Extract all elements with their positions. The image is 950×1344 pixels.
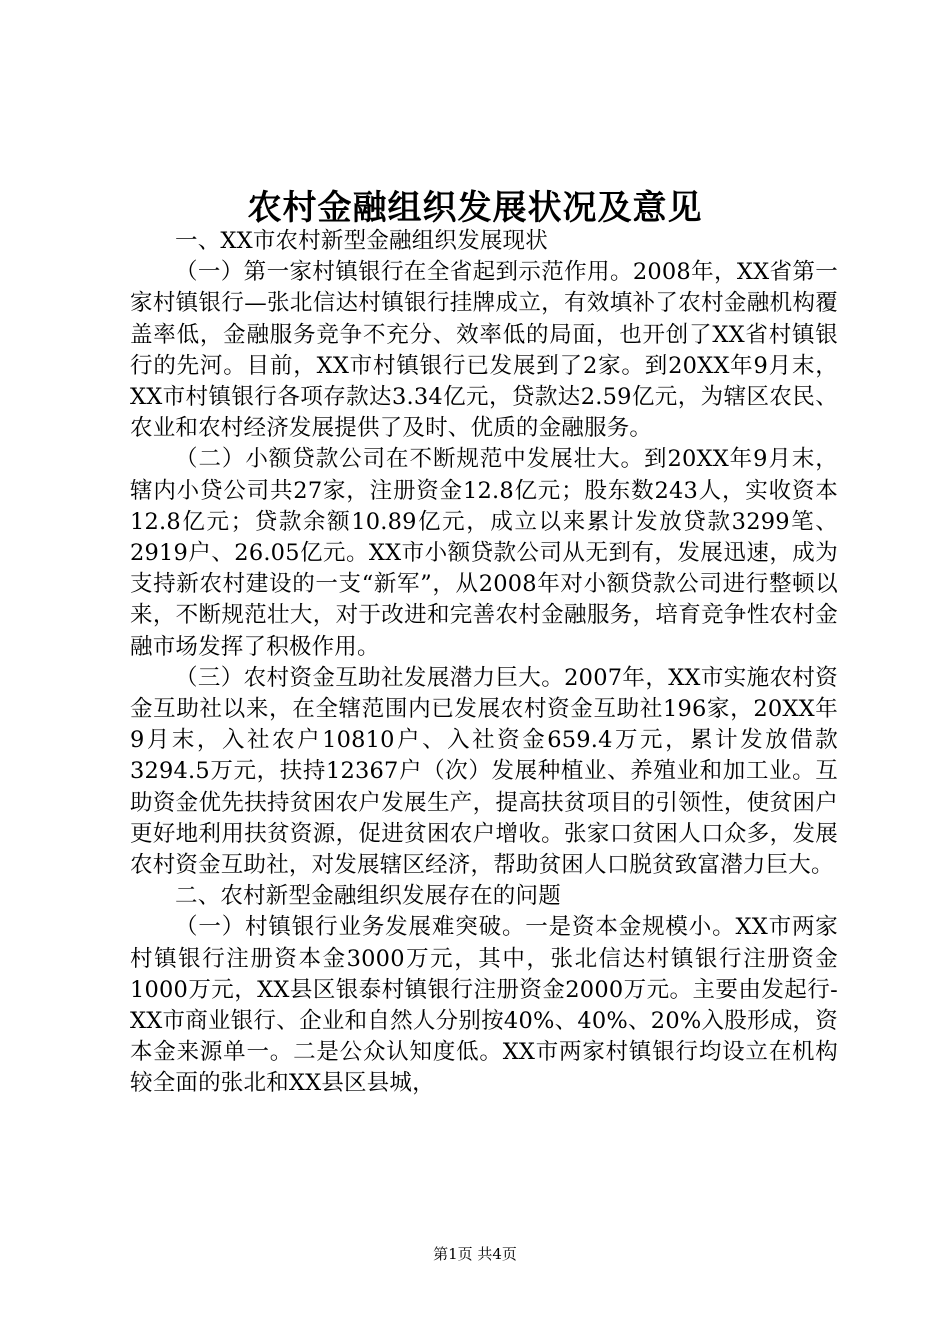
section-heading-1: 一、XX市农村新型金融组织发展现状: [175, 228, 548, 254]
paragraph-3: （三）农村资金互助社发展潜力巨大。2007年，XX市实施农村资金互助社以来，在全辖范围内已发展农村资金互助社196家，20XX年9月末，入社农户10810户、入社资金659.4万元，累计发放借款3294.5万元，扶持12367户（次）发展种植业、养殖业和加工业。互助资金优先扶持贫困农户发展生产，提高扶贫项目的引领性，使贫困户更好地利用扶贫资源，促进贫困农户增收。张家口贫困人口众多，发展农村资金互助社，对发展辖区经济，帮助贫困人口脱贫致富潜力巨大。: [130, 664, 838, 879]
page-footer: 第1页 共4页: [433, 1245, 517, 1263]
document-body: [130, 226, 838, 1100]
paragraph-4: （一）村镇银行业务发展难突破。一是资本金规模小。XX市两家村镇银行注册资本金3000万元，其中，张北信达村镇银行注册资金1000万元，XX县区银泰村镇银行注册资金2000万元。主要由发起行-XX市商业银行、企业和自然人分别按40%、40%、20%入股形成，资本金来源单一。二是公众认知度低。XX市两家村镇银行均设立在机构较全面的张北和XX县区县城，: [130, 914, 838, 1097]
section-heading-2: 二、农村新型金融组织发展存在的问题: [175, 883, 561, 910]
paragraph-2: （二）小额贷款公司在不断规范中发展壮大。到20XX年9月末，辖内小贷公司共27家，注册资金12.8亿元；股东数243人，实收资本12.8亿元；贷款余额10.89亿元，成立以来累计发放贷款3299笔、2919户、26.05亿元。XX市小额贷款公司从无到有，发展迅速，成为支持新农村建设的一支“新军”，从2008年对小额贷款公司进行整顿以来，不断规范壮大，对于改进和完善农村金融服务，培育竞争性农村金融市场发挥了积极作用。: [130, 446, 838, 660]
document-title: 农村金融组织发展状况及意见: [247, 188, 703, 228]
paragraph-1: （一）第一家村镇银行在全省起到示范作用。2008年，XX省第一家村镇银行—张北信达村镇银行挂牌成立，有效填补了农村金融机构覆盖率低，金融服务竞争不充分、效率低的局面，也开创了XX省村镇银行的先河。目前，XX市村镇银行已发展到了2家。到20XX年9月末，XX市村镇银行各项存款达3.34亿元，贷款达2.59亿元，为辖区农民、农业和农村经济发展提供了及时、优质的金融服务。: [130, 259, 838, 442]
